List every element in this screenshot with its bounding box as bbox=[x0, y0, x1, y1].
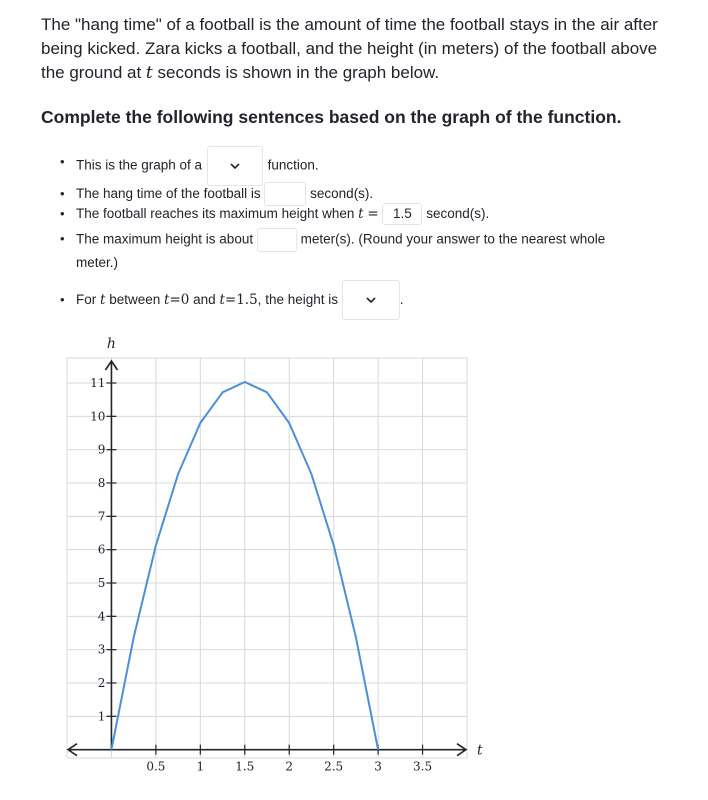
problem-statement bbox=[41, 13, 671, 85]
item-text: second(s). bbox=[426, 206, 490, 221]
item-text: The hang time of the football is bbox=[76, 186, 261, 201]
height-time-graph bbox=[0, 330, 708, 774]
intro-text-2: seconds is shown in the graph below. bbox=[152, 63, 440, 82]
math-equals: = bbox=[169, 292, 181, 308]
y-tick-label: 6 bbox=[97, 542, 106, 557]
y-tick-label: 3 bbox=[97, 642, 106, 657]
x-tick-label: 1.5 bbox=[235, 759, 255, 774]
sentence-list bbox=[60, 146, 650, 320]
y-axis-label: h bbox=[106, 336, 116, 352]
item-text: meter(s). (Round your answer to the nearest whole meter.) bbox=[76, 231, 606, 270]
chevron-down-icon bbox=[230, 163, 240, 170]
x-tick-label: 0.5 bbox=[146, 759, 166, 774]
item-text: and bbox=[193, 292, 216, 307]
y-tick-label: 1 bbox=[97, 709, 106, 724]
list-item bbox=[60, 280, 650, 320]
math-variable-t: t bbox=[100, 292, 106, 308]
chevron-down-icon bbox=[366, 297, 376, 304]
max-height-time-value: 1.5 bbox=[393, 206, 412, 222]
item-text: This is the graph of a bbox=[76, 157, 203, 173]
y-tick-label: 11 bbox=[90, 376, 106, 390]
grid-border bbox=[67, 358, 467, 758]
list-item bbox=[60, 202, 650, 226]
item-text: , bbox=[257, 292, 262, 307]
instruction-heading: Complete the following sentences based on the graph of the function. bbox=[41, 107, 622, 127]
x-tick-label: 2.5 bbox=[324, 759, 344, 774]
math-equals: = bbox=[367, 206, 379, 222]
math-equals: = bbox=[224, 292, 237, 308]
list-item bbox=[60, 146, 650, 178]
y-tick-label: 2 bbox=[97, 676, 106, 690]
item-text: . bbox=[399, 292, 404, 307]
math-variable-t: t bbox=[358, 206, 364, 222]
y-tick-label: 8 bbox=[97, 476, 106, 490]
y-tick-label: 7 bbox=[97, 509, 106, 524]
math-variable-t: t bbox=[219, 292, 225, 308]
item-text: For bbox=[76, 292, 97, 307]
max-height-time-input[interactable] bbox=[382, 203, 422, 225]
y-tick-label: 5 bbox=[97, 576, 106, 590]
list-item bbox=[60, 228, 650, 274]
item-text: between bbox=[109, 292, 161, 307]
list-item bbox=[60, 178, 650, 202]
math-number: 0 bbox=[180, 292, 190, 308]
item-text: second(s). bbox=[310, 186, 374, 201]
math-number: 1.5 bbox=[236, 292, 258, 308]
x-tick-label: 1 bbox=[196, 759, 205, 774]
item-text: The maximum height is about bbox=[76, 231, 254, 247]
max-height-input[interactable] bbox=[257, 228, 297, 252]
item-text: The football reaches its maximum height when bbox=[76, 206, 355, 221]
y-tick-label: 9 bbox=[97, 442, 106, 457]
x-axis-label: t bbox=[477, 742, 483, 759]
x-tick-label: 3 bbox=[374, 759, 382, 774]
math-variable-t: t bbox=[164, 292, 170, 308]
intro-variable-t: t bbox=[145, 63, 153, 83]
item-text: function. bbox=[267, 157, 319, 173]
item-text: the height is bbox=[265, 292, 339, 307]
x-tick-label: 2 bbox=[285, 759, 294, 774]
y-tick-label: 4 bbox=[97, 609, 106, 624]
height-behavior-dropdown[interactable] bbox=[342, 280, 400, 320]
x-tick-label: 3.5 bbox=[413, 759, 433, 774]
intro-text-1: The "hang time" of a football is the amount of time the football stays in the air after being kicked. Zara kicks a football, and the height (in meters) of the football above the ground at bbox=[41, 15, 658, 82]
y-tick-label: 10 bbox=[90, 409, 106, 424]
